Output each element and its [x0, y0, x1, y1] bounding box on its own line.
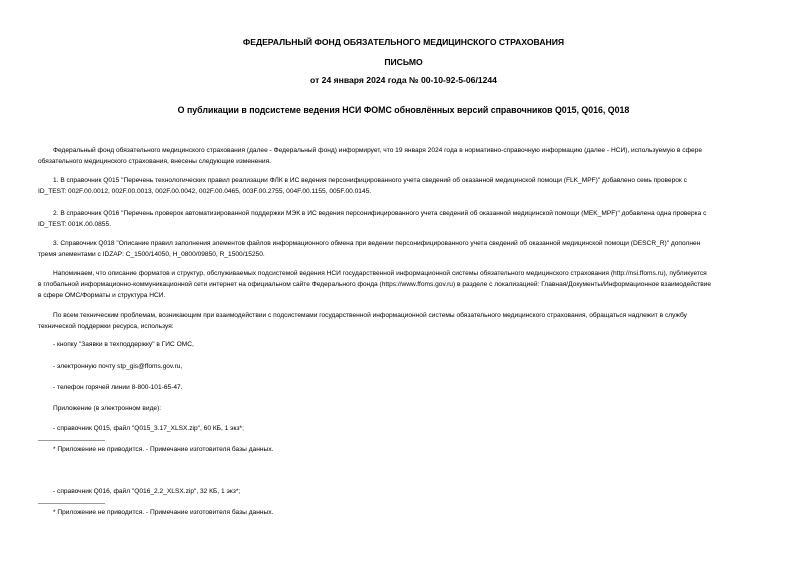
reminder-line-1: Напоминаем, что описание форматов и структур, обслуживаемых подсистемой ведения НСИ государственной информационной системы обязательного медицинского страхования (http://nsi.ffoms.ru), публикуется	[53, 270, 707, 277]
contact-phone: - телефон горячей линии 8-800-101-65-47.	[53, 384, 183, 391]
item2-line-1: 2. В справочник Q016 "Перечень проверок автоматизированной поддержки МЭК в ИС ведения персонифицированного учета сведений об оказанной медицинской помощи (MEK_MPF)" добавлена одна проверка с	[53, 210, 707, 217]
doc-date-number: от 24 января 2024 года № 00-10-92-5-06/1244	[310, 75, 497, 85]
intro-line-2: обязательного медицинского страхования, внесены следующие изменения.	[38, 158, 272, 165]
support-line-2: технической поддержки ресурса, используя:	[38, 323, 174, 330]
reminder-line-3: в сфере ОМС/Форматы и структура НСИ.	[38, 292, 166, 299]
item3-line-1: 3. Справочник Q018 "Описание правил заполнения элементов файлов информационного обмена при ведении персонифицированного учета сведений об оказанной медицинской помощи (DESCR_R)" дополнен	[53, 240, 701, 247]
item3-line-2: тремя элементами с IDZAP: C_1500/14050, H_0800/09850, R_1500/15250.	[38, 251, 265, 258]
reminder-line-2: в глобальной информационно-коммуникационной сети интернет на официальном сайте Федерального фонда (https://www.ffoms.gov.ru) в разделе с локализацией: Главная/Документы/Информационное взаимодействие	[38, 281, 712, 288]
doc-title: О публикации в подсистеме ведения НСИ ФОМС обновлённых версий справочников Q015, Q016, Q018	[177, 105, 630, 115]
item2-line-2: ID_TEST: 001K.00.0855.	[38, 221, 111, 228]
footnote-2: * Приложение не приводится. - Примечание изготовителя базы данных.	[53, 509, 274, 516]
item1-line-2: ID_TEST: 002F.00.0012, 002F.00.0013, 002F.00.0042, 002F.00.0465, 003F.00.2755, 004F.00.1155, 005F.00.0145.	[38, 188, 372, 195]
footnote-rule-1	[38, 440, 105, 441]
footnote-rule-2	[38, 503, 105, 504]
doc-type: ПИСЬМО	[384, 57, 423, 67]
attachment-q015: - справочник Q015, файл "Q015_3.17_XLSX.zip", 60 КБ, 1 экз*;	[53, 425, 244, 432]
item1-line-1: 1. В справочник Q015 "Перечень технологических правил реализации ФЛК в ИС ведения персонифицированного учета сведений об оказанной медицинской помощи (FLK_MPF)" добавлено семь проверок с	[53, 177, 687, 184]
contact-support-button: - кнопку "Заявки в техподдержку" в ГИС ОМС,	[53, 341, 194, 348]
support-line-1: По всем техническим проблемам, возникающим при взаимодействии с подсистемами государственной информационной системы обязательного медицинского страхования, обращаться надлежит в службу	[53, 312, 687, 319]
contact-email: - электронную почту stp_gis@ffoms.gov.ru,	[53, 363, 183, 370]
intro-line-1: Федеральный фонд обязательного медицинского страхования (далее - Федеральный фонд) информирует, что 19 января 2024 года в нормативно-справочную информацию (далее - НСИ), используемую в сфере	[53, 147, 702, 154]
attachments-label: Приложение (в электронном виде):	[53, 405, 162, 412]
org-name: ФЕДЕРАЛЬНЫЙ ФОНД ОБЯЗАТЕЛЬНОГО МЕДИЦИНСКОГО СТРАХОВАНИЯ	[242, 37, 565, 47]
footnote-1: * Приложение не приводится. - Примечание изготовителя базы данных.	[53, 446, 274, 453]
attachment-q016: - справочник Q016, файл "Q016_2.2_XLSX.zip", 32 КБ, 1 экз*;	[53, 488, 241, 495]
